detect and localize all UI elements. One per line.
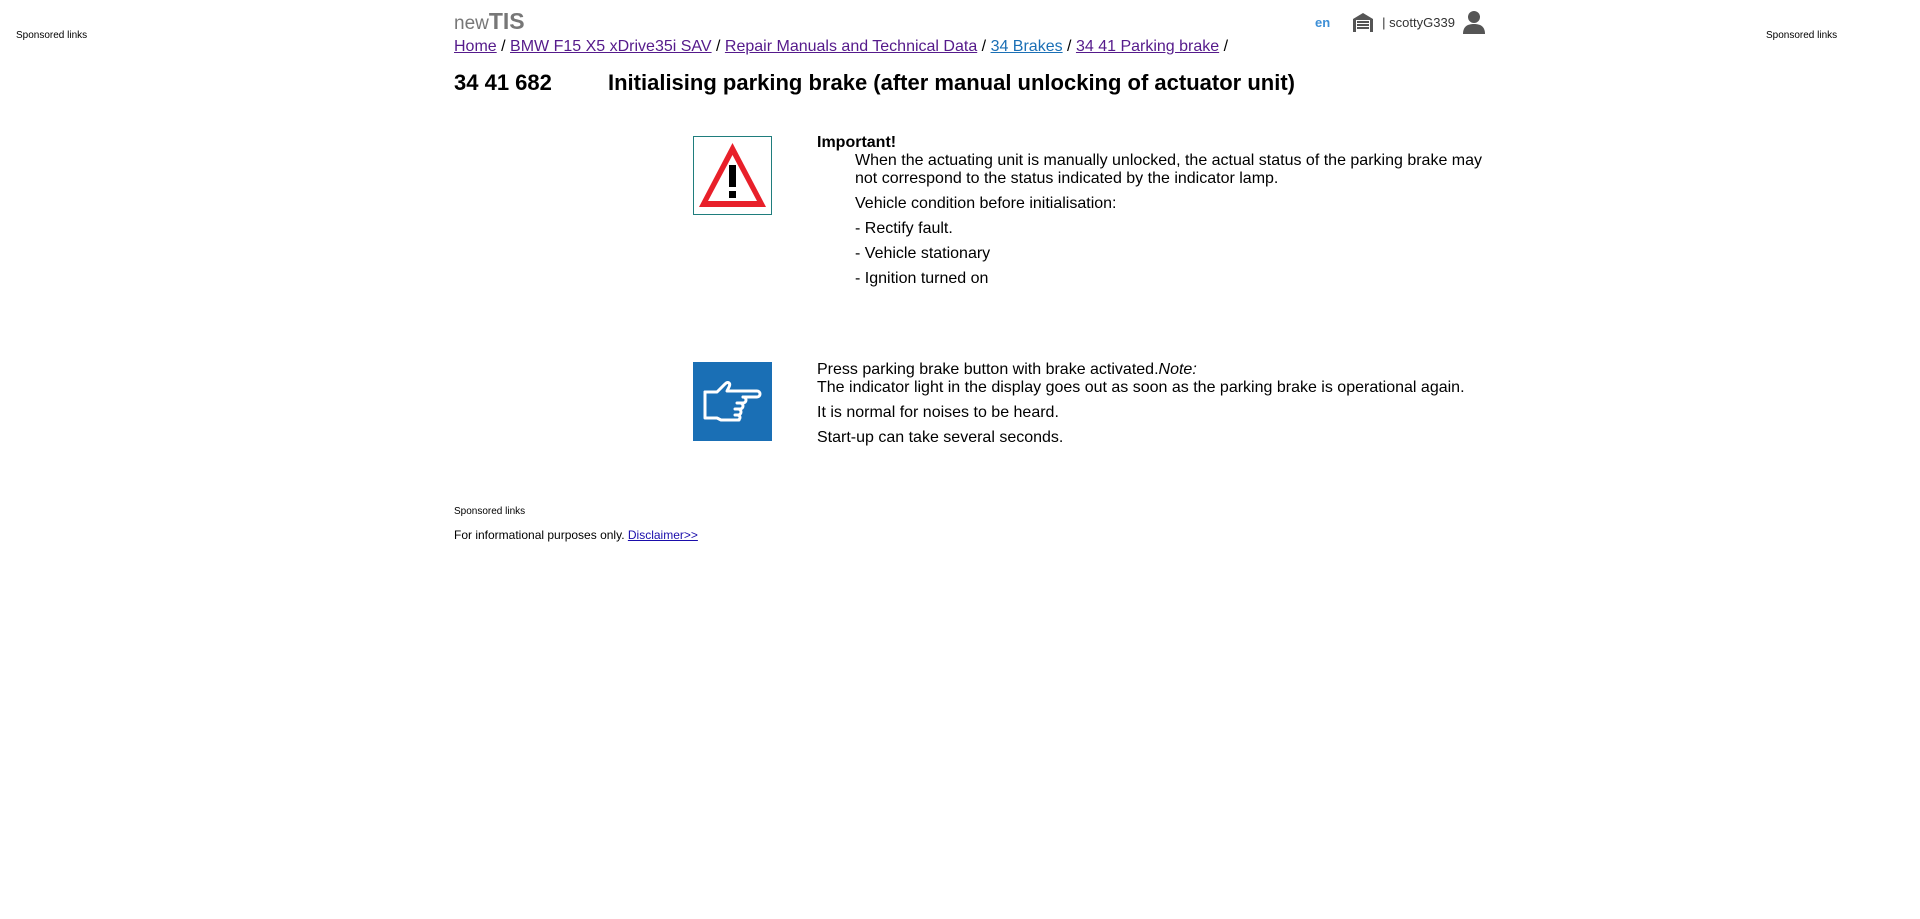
breadcrumb: Home / BMW F15 X5 xDrive35i SAV / Repair Manuals and Technical Data / 34 Brakes / 34 41 Parking brake / (454, 38, 1229, 55)
breadcrumb-repair-manuals[interactable]: Repair Manuals and Technical Data (724, 38, 978, 55)
language-link[interactable]: en (1315, 14, 1331, 30)
footer-text: For informational purposes only. (454, 528, 628, 542)
username: scottyG339 (1389, 14, 1455, 30)
note-text: The indicator light in the display goes out as soon as the parking brake is operational again. (817, 379, 1465, 396)
procedure-step (817, 361, 1517, 454)
warning-icon (693, 136, 772, 215)
step-instruction: Press parking brake button with brake activated.Note: The indicator light in the display goes out as soon as the parking brake is operational again. (817, 361, 1465, 396)
header-toolbar (1315, 7, 1487, 37)
breadcrumb-vehicle[interactable]: BMW F15 X5 xDrive35i SAV (510, 38, 712, 55)
condition-item: - Ignition turned on (855, 270, 989, 287)
important-body (855, 152, 1495, 295)
logo-new: new (454, 13, 489, 34)
important-text: When the actuating unit is manually unlocked, the actual status of the parking brake may not correspond to the status indicated by the indicator lamp. (855, 152, 1483, 187)
condition-item: - Vehicle stationary (855, 245, 991, 262)
sponsored-links-left: Sponsored links (16, 30, 88, 41)
breadcrumb-parking-brake[interactable]: 34 41 Parking brake (1075, 38, 1220, 55)
document-number: 34 41 682 (454, 70, 552, 95)
note-text: Start-up can take several seconds. (817, 429, 1064, 446)
pointing-hand-icon (693, 362, 772, 441)
note-text: It is normal for noises to be heard. (817, 404, 1059, 421)
logo-tis: TIS (488, 8, 525, 34)
disclaimer-link[interactable]: Disclaimer>> (627, 528, 698, 542)
sponsored-links-bottom: Sponsored links (454, 506, 526, 517)
condition-item: - Rectify fault. (855, 220, 953, 237)
important-heading: Important! (817, 134, 897, 151)
footer (454, 528, 698, 542)
logo[interactable] (454, 8, 525, 35)
garage-icon[interactable] (1352, 11, 1374, 33)
page-title: Initialising parking brake (after manual unlocking of actuator unit) (608, 70, 1295, 95)
note-label: Note: (1158, 361, 1197, 378)
vehicle-condition-label: Vehicle condition before initialisation: (855, 195, 1117, 212)
user-icon[interactable] (1461, 9, 1487, 35)
breadcrumb-home[interactable]: Home (454, 38, 497, 55)
sponsored-links-right: Sponsored links (1766, 30, 1838, 41)
breadcrumb-brakes[interactable]: 34 Brakes (990, 38, 1063, 55)
username-label: | scottyG339 (1382, 14, 1455, 30)
